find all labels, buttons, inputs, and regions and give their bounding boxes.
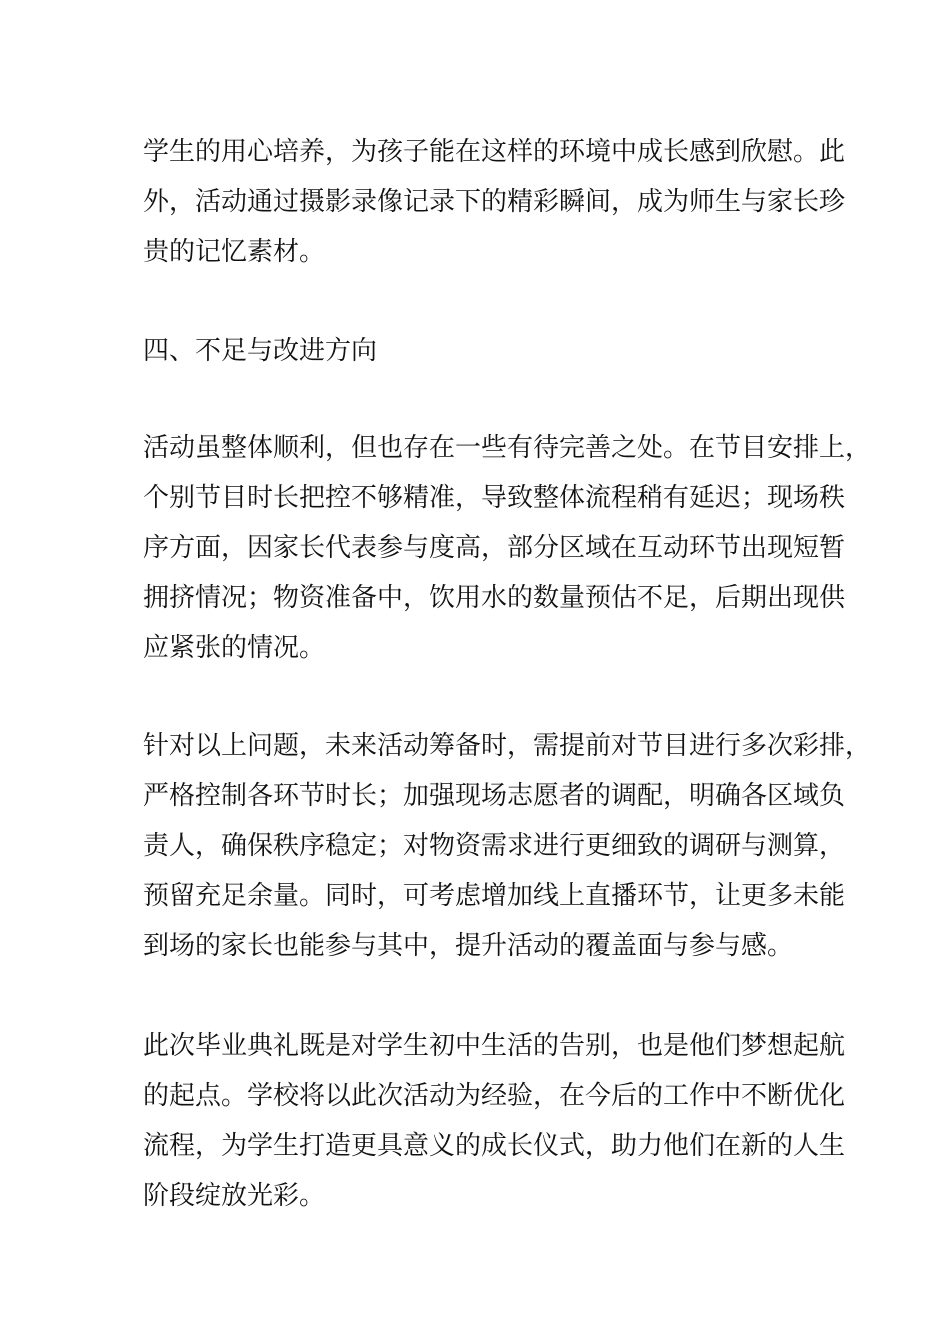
paragraph-line: 严格控制各环节时长；加强现场志愿者的调配，明确各区域负 <box>143 781 846 811</box>
paragraph-line: 流程，为学生打造更具意义的成长仪式，助力他们在新的人生 <box>143 1131 846 1161</box>
paragraph-line: 序方面，因家长代表参与度高，部分区域在互动环节出现短暂 <box>143 533 846 563</box>
paragraph-shortcomings <box>143 423 871 673</box>
section-heading <box>143 326 377 376</box>
paragraph-continued <box>143 127 845 277</box>
paragraph-line: 应紧张的情况。 <box>143 633 326 663</box>
paragraph-line: 阶段绽放光彩。 <box>143 1181 326 1211</box>
section-heading-text: 四、不足与改进方向 <box>143 336 378 366</box>
paragraph-line: 责人，确保秩序稳定；对物资需求进行更细致的调研与测算， <box>143 831 846 861</box>
paragraph-line: 外，活动通过摄影录像记录下的精彩瞬间，成为师生与家长珍 <box>143 187 846 217</box>
paragraph-line: 个别节目时长把控不够精准，导致整体流程稍有延迟；现场秩 <box>143 483 846 513</box>
paragraph-line: 针对以上问题，未来活动筹备时，需提前对节目进行多次彩排， <box>143 731 872 761</box>
paragraph-line: 学生的用心培养，为孩子能在这样的环境中成长感到欣慰。此 <box>143 137 846 167</box>
paragraph-line: 活动虽整体顺利，但也存在一些有待完善之处。在节目安排上， <box>143 433 872 463</box>
paragraph-conclusion <box>143 1021 845 1221</box>
paragraph-line: 贵的记忆素材。 <box>143 237 326 267</box>
paragraph-improvements <box>143 721 871 971</box>
paragraph-line: 预留充足余量。同时，可考虑增加线上直播环节，让更多未能 <box>143 881 846 911</box>
paragraph-line: 的起点。学校将以此次活动为经验，在今后的工作中不断优化 <box>143 1081 846 1111</box>
paragraph-line: 此次毕业典礼既是对学生初中生活的告别，也是他们梦想起航 <box>143 1031 846 1061</box>
paragraph-line: 拥挤情况；物资准备中，饮用水的数量预估不足，后期出现供 <box>143 583 846 613</box>
paragraph-line: 到场的家长也能参与其中，提升活动的覆盖面与参与感。 <box>143 931 794 961</box>
